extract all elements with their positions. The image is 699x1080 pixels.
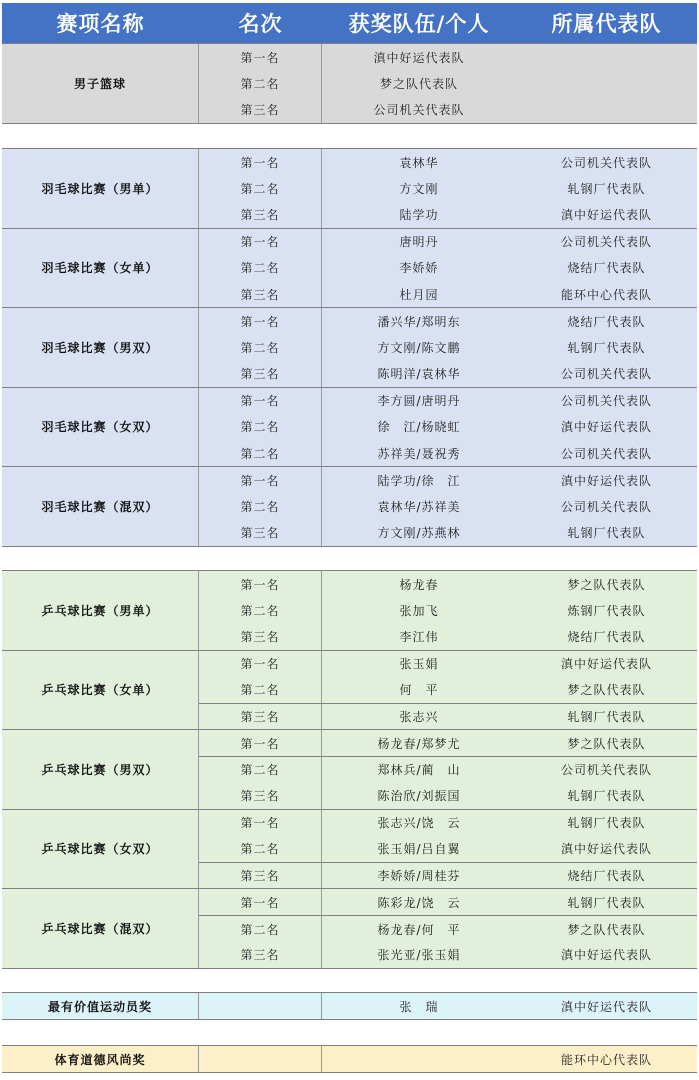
winner-cell — [322, 1046, 516, 1072]
header-winner: 获奖队伍/个人 — [348, 12, 490, 36]
rank-cell: 第二名 — [199, 493, 322, 519]
event-name: 乒乓球比赛（女单） — [2, 651, 199, 730]
team-cell: 公司机关代表队 — [560, 500, 652, 515]
team-cell: 烧结厂代表队 — [567, 261, 646, 276]
winner-cell: 梦之队代表队 — [379, 76, 458, 91]
winner-cell: 杨龙春/何 平 — [377, 922, 461, 937]
event-group — [2, 570, 697, 651]
table-row — [199, 942, 697, 968]
header-rank: 名次 — [238, 12, 283, 36]
event-name: 体育道德风尚奖 — [2, 1046, 199, 1072]
table-row — [199, 571, 697, 597]
team-cell: 能环中心代表队 — [560, 1052, 652, 1067]
badminton-section — [2, 148, 697, 547]
table-row — [199, 703, 697, 729]
winner-cell: 苏祥美/聂祝秀 — [377, 446, 461, 461]
table-row — [199, 96, 697, 122]
sportsmanship-section — [2, 1045, 697, 1073]
rank-cell — [199, 1046, 322, 1072]
winner-cell: 方文刚/陈文鹏 — [377, 340, 461, 355]
team-cell: 公司机关代表队 — [560, 394, 652, 409]
event-name: 羽毛球比赛（男单） — [2, 149, 199, 228]
header-event: 赛项名称 — [56, 12, 145, 36]
table-row — [199, 149, 697, 175]
event-group — [2, 43, 697, 124]
event-name: 最有价值运动员奖 — [2, 993, 199, 1019]
table-row — [199, 201, 697, 227]
winner-cell: 方文刚 — [399, 181, 439, 196]
rank-cell: 第一名 — [199, 730, 322, 756]
winner-cell: 张 瑞 — [399, 999, 439, 1014]
team-cell: 轧钢厂代表队 — [567, 181, 646, 196]
tabletennis-section — [2, 570, 697, 969]
event-name: 乒乓球比赛（女双） — [2, 810, 199, 889]
event-name: 乒乓球比赛（男单） — [2, 571, 199, 650]
winner-cell: 公司机关代表队 — [373, 102, 465, 117]
basketball-section — [2, 43, 697, 124]
winner-cell: 郑林兵/蔺 山 — [377, 763, 461, 778]
team-cell: 公司机关代表队 — [560, 763, 652, 778]
table-row — [199, 255, 697, 281]
winner-cell: 张加飞 — [399, 603, 439, 618]
rank-cell: 第一名 — [199, 388, 322, 414]
winner-cell: 滇中好运代表队 — [373, 50, 465, 65]
team-cell: 公司机关代表队 — [560, 367, 652, 382]
winner-cell: 李方圆/唐明丹 — [377, 394, 461, 409]
table-row — [199, 467, 697, 493]
event-group — [2, 388, 697, 468]
rank-cell: 第一名 — [199, 889, 322, 915]
table-row — [199, 862, 697, 888]
rank-cell: 第三名 — [199, 520, 322, 546]
rank-cell: 第二名 — [199, 836, 322, 862]
rank-cell: 第一名 — [199, 308, 322, 334]
event-group — [2, 308, 697, 388]
rank-cell: 第一名 — [199, 571, 322, 597]
winner-cell: 李娇娇/周桂芬 — [377, 869, 461, 884]
table-row — [199, 388, 697, 414]
rank-cell: 第一名 — [199, 651, 322, 677]
rank-cell: 第三名 — [199, 281, 322, 307]
winner-cell: 李娇娇 — [399, 261, 439, 276]
rank-cell: 第二名 — [199, 757, 322, 782]
table-row — [199, 783, 697, 809]
team-cell: 公司机关代表队 — [560, 235, 652, 250]
table-row — [199, 810, 697, 836]
winner-cell: 陆学功/徐 江 — [377, 473, 461, 488]
team-cell: 滇中好运代表队 — [560, 473, 652, 488]
winner-cell: 张玉娟/吕自翼 — [377, 842, 461, 857]
rank-cell: 第三名 — [199, 942, 322, 968]
rank-cell: 第一名 — [199, 149, 322, 175]
team-cell: 滇中好运代表队 — [560, 948, 652, 963]
winner-cell: 张光亚/张玉娟 — [377, 948, 461, 963]
winner-cell: 李江伟 — [399, 629, 439, 644]
team-cell — [516, 70, 697, 96]
table-row — [199, 44, 697, 70]
team-cell: 梦之队代表队 — [567, 922, 646, 937]
team-cell: 炼钢厂代表队 — [567, 603, 646, 618]
team-cell: 公司机关代表队 — [560, 155, 652, 170]
team-cell: 烧结厂代表队 — [567, 314, 646, 329]
team-cell: 轧钢厂代表队 — [567, 526, 646, 541]
event-name: 羽毛球比赛（混双） — [2, 467, 199, 546]
header-team: 所属代表队 — [551, 12, 662, 36]
rank-cell: 第三名 — [199, 863, 322, 888]
rank-cell: 第二名 — [199, 175, 322, 201]
table-row — [199, 70, 697, 96]
winner-cell: 陈治欣/刘振国 — [377, 789, 461, 804]
event-group — [2, 730, 697, 810]
table-row — [199, 889, 697, 915]
winner-cell: 杨龙春 — [399, 577, 439, 592]
table-row — [199, 175, 697, 201]
team-cell: 滇中好运代表队 — [560, 842, 652, 857]
event-group — [2, 889, 697, 969]
table-row — [199, 308, 697, 334]
team-cell: 能环中心代表队 — [560, 287, 652, 302]
table-row — [199, 361, 697, 387]
winner-cell: 张志兴/饶 云 — [377, 816, 461, 831]
event-name: 羽毛球比赛（女单） — [2, 229, 199, 308]
table-row — [199, 623, 697, 649]
event-group — [2, 651, 697, 731]
rank-cell: 第一名 — [199, 229, 322, 255]
rank-cell: 第一名 — [199, 467, 322, 493]
winner-cell: 陆学功 — [399, 207, 439, 222]
table-row — [199, 229, 697, 255]
table-row — [199, 1046, 697, 1072]
team-cell — [516, 96, 697, 122]
table-row — [199, 677, 697, 703]
table-row — [199, 493, 697, 519]
table-row — [199, 334, 697, 360]
winner-cell: 唐明丹 — [399, 235, 439, 250]
rank-cell: 第一名 — [199, 44, 322, 70]
winner-cell: 杨龙春/郑梦尤 — [377, 736, 461, 751]
table-row — [199, 520, 697, 546]
team-cell: 梦之队代表队 — [567, 683, 646, 698]
winner-cell: 杜月园 — [399, 287, 439, 302]
table-header — [2, 3, 697, 43]
table-row — [199, 915, 697, 941]
table-row — [199, 993, 697, 1019]
rank-cell: 第二名 — [199, 440, 322, 466]
team-cell: 轧钢厂代表队 — [567, 340, 646, 355]
team-cell: 轧钢厂代表队 — [567, 895, 646, 910]
team-cell: 烧结厂代表队 — [567, 629, 646, 644]
mvp-section — [2, 992, 697, 1020]
winner-cell: 陈彩龙/饶 云 — [377, 895, 461, 910]
table-row — [199, 756, 697, 782]
table-row — [199, 836, 697, 862]
rank-cell: 第三名 — [199, 361, 322, 387]
table-row — [199, 440, 697, 466]
winner-cell: 张志兴 — [399, 710, 439, 725]
rank-cell: 第三名 — [199, 704, 322, 729]
award-row — [2, 992, 697, 1020]
rank-cell: 第二名 — [199, 916, 322, 941]
team-cell: 梦之队代表队 — [567, 577, 646, 592]
winner-cell: 袁林华/苏祥美 — [377, 500, 461, 515]
rank-cell: 第二名 — [199, 597, 322, 623]
table-row — [199, 651, 697, 677]
team-cell: 梦之队代表队 — [567, 736, 646, 751]
team-cell: 烧结厂代表队 — [567, 869, 646, 884]
event-name: 羽毛球比赛（女双） — [2, 388, 199, 467]
winner-cell: 何 平 — [399, 683, 439, 698]
event-name: 乒乓球比赛（男双） — [2, 730, 199, 809]
event-group — [2, 467, 697, 547]
team-cell: 轧钢厂代表队 — [567, 710, 646, 725]
rank-cell: 第二名 — [199, 414, 322, 440]
team-cell: 滇中好运代表队 — [560, 657, 652, 672]
rank-cell: 第二名 — [199, 255, 322, 281]
winner-cell: 袁林华 — [399, 155, 439, 170]
rank-cell: 第三名 — [199, 623, 322, 649]
rank-cell: 第二名 — [199, 334, 322, 360]
event-name: 乒乓球比赛（混双） — [2, 889, 199, 968]
table-row — [199, 730, 697, 756]
winner-cell: 潘兴华/郑明东 — [377, 314, 461, 329]
table-row — [199, 281, 697, 307]
team-cell: 滇中好运代表队 — [560, 420, 652, 435]
team-cell — [516, 44, 697, 70]
team-cell: 滇中好运代表队 — [560, 207, 652, 222]
winner-cell: 徐 江/杨晓虹 — [377, 420, 461, 435]
rank-cell: 第三名 — [199, 96, 322, 122]
event-name: 羽毛球比赛（男双） — [2, 308, 199, 387]
rank-cell: 第二名 — [199, 70, 322, 96]
event-group — [2, 229, 697, 309]
table-row — [199, 597, 697, 623]
event-group — [2, 148, 697, 229]
team-cell: 滇中好运代表队 — [560, 999, 652, 1014]
rank-cell — [199, 993, 322, 1019]
team-cell: 轧钢厂代表队 — [567, 816, 646, 831]
event-group — [2, 810, 697, 890]
team-cell: 轧钢厂代表队 — [567, 789, 646, 804]
table-row — [199, 414, 697, 440]
team-cell: 公司机关代表队 — [560, 446, 652, 461]
award-row — [2, 1045, 697, 1073]
event-name: 男子篮球 — [2, 44, 199, 123]
rank-cell: 第三名 — [199, 783, 322, 809]
rank-cell: 第三名 — [199, 201, 322, 227]
rank-cell: 第二名 — [199, 677, 322, 703]
winner-cell: 张玉娟 — [399, 657, 439, 672]
rank-cell: 第一名 — [199, 810, 322, 836]
winner-cell: 方文刚/苏燕林 — [377, 526, 461, 541]
winner-cell: 陈明洋/袁林华 — [377, 367, 461, 382]
